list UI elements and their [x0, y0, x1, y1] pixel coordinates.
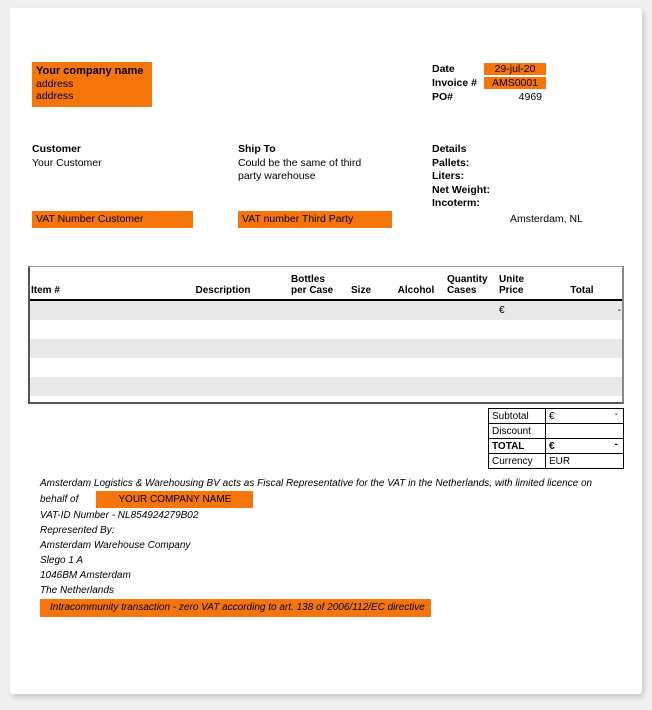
date-row: [432, 62, 552, 76]
items-cell: [444, 358, 496, 377]
total-value: [546, 439, 624, 454]
behalf-of-company: YOUR COMPANY NAME: [96, 491, 253, 508]
customer-title: Customer: [32, 143, 82, 155]
items-cell: [158, 320, 288, 339]
vat-number-third-party-tag: VAT number Third Party: [238, 211, 392, 228]
items-cell: [288, 320, 348, 339]
fiscal-representative-note: Amsterdam Logistics & Warehousing BV acts as Fiscal Representative for the VAT in the Netherlands, with limited licence on: [40, 478, 593, 489]
items-cell: [388, 339, 444, 358]
customer-name: Your Customer: [32, 156, 102, 169]
items-cell: [348, 320, 388, 339]
items-cell: [28, 339, 158, 358]
currency-value: EUR: [546, 454, 624, 469]
items-header-row: [28, 266, 624, 300]
items-row: [28, 377, 624, 396]
items-cell: [444, 377, 496, 396]
header-quantity-line-1: Quantity: [447, 274, 488, 285]
representative-country: The Netherlands: [40, 585, 114, 596]
items-cell: [388, 320, 444, 339]
subtotal-currency: €: [549, 410, 555, 422]
representative-company: Amsterdam Warehouse Company: [40, 540, 191, 551]
currency-label: Currency: [489, 454, 546, 469]
company-address-line-2: address: [36, 90, 74, 102]
city-label: Amsterdam, NL: [510, 213, 583, 225]
header-quantity-cases: [444, 266, 496, 300]
po-number-value: 4969: [518, 91, 542, 103]
invoice-number-label: Invoice #: [432, 77, 477, 89]
totals-table: [488, 408, 624, 469]
items-row: [28, 320, 624, 339]
discount-row: [489, 424, 624, 439]
items-row-total: [540, 339, 624, 358]
items-cell: [444, 339, 496, 358]
ship-to-block: [238, 143, 428, 184]
items-table: [28, 266, 624, 396]
details-block: [432, 143, 632, 211]
items-row-total: -: [540, 300, 624, 320]
pallets-label: Pallets:: [432, 156, 470, 169]
items-row-currency: €: [496, 300, 540, 320]
total-row: [489, 439, 624, 454]
subtotal-value: [546, 409, 624, 424]
date-value: 29-jul-20: [484, 63, 546, 75]
items-cell: [388, 300, 444, 320]
date-label: Date: [432, 63, 455, 75]
total-amount: -: [614, 439, 618, 450]
header-quantity-line-2: Cases: [447, 285, 477, 296]
company-address-line-1: address: [36, 77, 74, 90]
items-cell: [288, 377, 348, 396]
invoice-number-value: AMS0001: [484, 77, 546, 89]
vat-number-customer-tag: VAT Number Customer: [32, 211, 193, 228]
header-item-number: Item #: [28, 266, 158, 300]
items-cell: [158, 339, 288, 358]
header-bottles-line-2: per Case: [291, 285, 334, 296]
items-row-currency: [496, 377, 540, 396]
invoice-number-row: [432, 76, 552, 90]
ship-to-title: Ship To: [238, 143, 276, 155]
items-row-total: [540, 358, 624, 377]
total-currency: €: [549, 440, 555, 452]
items-cell: [158, 300, 288, 320]
items-row-currency: [496, 358, 540, 377]
items-row: [28, 300, 624, 320]
items-row-currency: [496, 339, 540, 358]
invoice-meta-block: [432, 62, 552, 104]
details-title: Details: [432, 143, 467, 155]
items-cell: [444, 300, 496, 320]
subtotal-label: Subtotal: [489, 409, 546, 424]
currency-row: [489, 454, 624, 469]
items-cell: [348, 377, 388, 396]
vat-id-number: VAT-ID Number - NL854924279B02: [40, 510, 199, 521]
ship-to-line-2: party warehouse: [238, 170, 316, 182]
header-bottles-per-case: [288, 266, 348, 300]
items-cell: [348, 300, 388, 320]
liters-label: Liters:: [432, 170, 465, 182]
items-cell: [388, 377, 444, 396]
items-cell: [288, 358, 348, 377]
intracommunity-note: Intracommunity transaction - zero VAT according to art. 138 of 2006/112/EC directive: [40, 599, 431, 617]
header-size: Size: [348, 266, 388, 300]
representative-street: Slego 1 A: [40, 555, 83, 566]
subtotal-amount: -: [614, 409, 618, 420]
header-unit-price-line-1: Unite: [499, 274, 524, 285]
items-cell: [288, 339, 348, 358]
behalf-of-row: [40, 491, 620, 508]
items-cell: [28, 358, 158, 377]
company-block: [32, 62, 152, 107]
items-cell: [444, 320, 496, 339]
items-cell: [158, 377, 288, 396]
invoice-page: [10, 8, 642, 694]
items-row-total: [540, 320, 624, 339]
items-body: [28, 300, 624, 396]
represented-by-label: Represented By:: [40, 525, 115, 536]
header-alcohol: Alcohol: [388, 266, 444, 300]
behalf-of-label: behalf of: [40, 494, 79, 505]
header-unit-price: [496, 266, 540, 300]
items-row-currency: [496, 320, 540, 339]
discount-label: Discount: [489, 424, 546, 439]
items-cell: [288, 300, 348, 320]
items-cell: [28, 377, 158, 396]
po-number-row: [432, 90, 552, 104]
representative-city: 1046BM Amsterdam: [40, 570, 131, 581]
company-name: Your company name: [36, 65, 144, 77]
total-label: TOTAL: [489, 439, 546, 454]
items-cell: [28, 320, 158, 339]
items-row-total: [540, 377, 624, 396]
subtotal-row: [489, 409, 624, 424]
header-description: Description: [158, 266, 288, 300]
header-bottles-line-1: Bottles: [291, 274, 325, 285]
ship-to-line-1: Could be the same of third: [238, 156, 362, 169]
items-cell: [388, 358, 444, 377]
incoterm-label: Incoterm:: [432, 197, 480, 209]
customer-block: [32, 143, 232, 170]
items-cell: [348, 358, 388, 377]
net-weight-label: Net Weight:: [432, 183, 491, 196]
items-row: [28, 339, 624, 358]
po-number-label: PO#: [432, 91, 454, 103]
items-row: [28, 358, 624, 377]
header-total: Total: [540, 266, 624, 300]
footer-block: [40, 476, 620, 617]
items-cell: [158, 358, 288, 377]
items-cell: [348, 339, 388, 358]
items-cell: [28, 300, 158, 320]
discount-value: [546, 424, 624, 439]
header-unit-price-line-2: Price: [499, 285, 524, 296]
